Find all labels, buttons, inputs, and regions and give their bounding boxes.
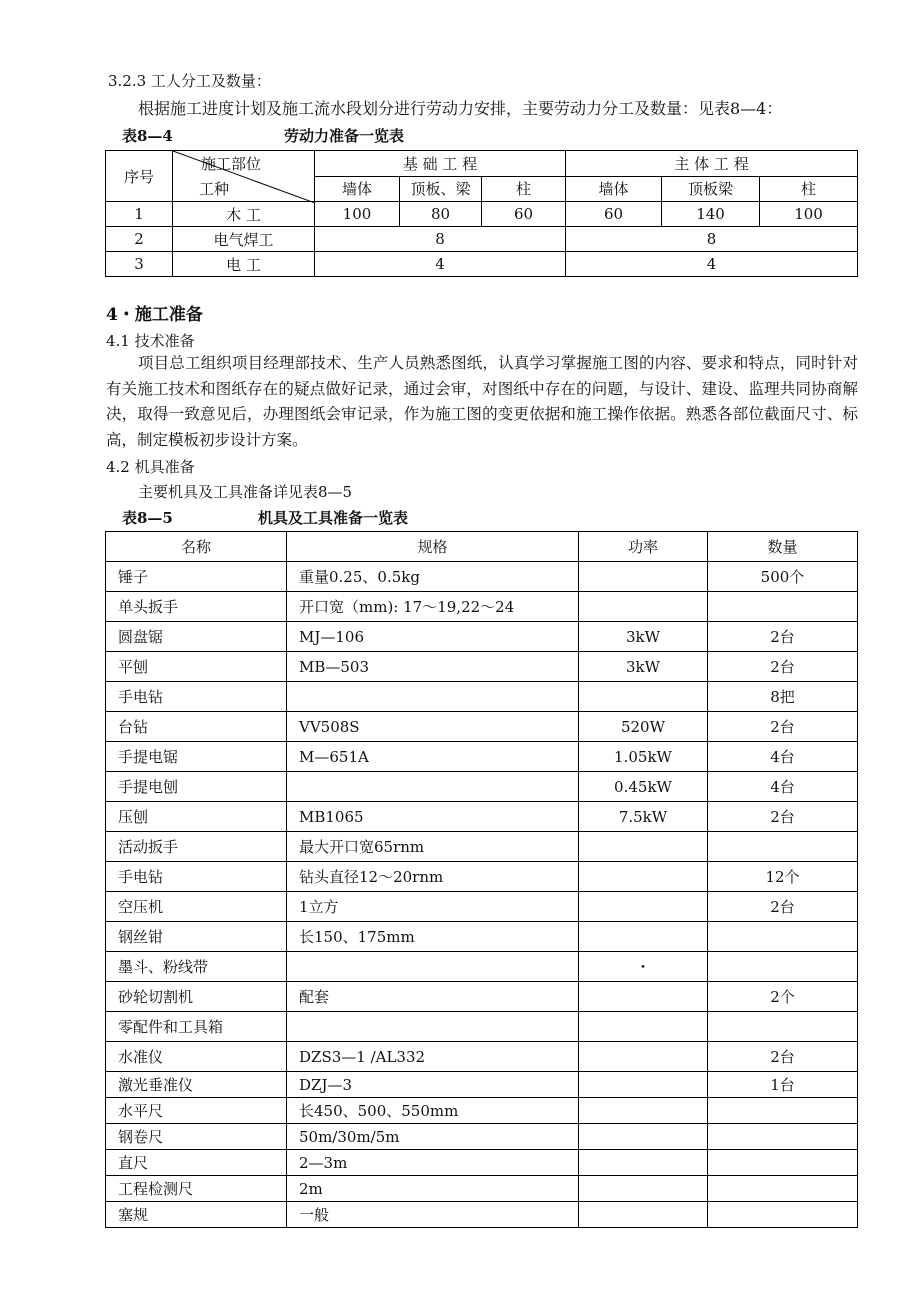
tech-prep-paragraph: 项目总工组织项目经理部技术、生产人员熟悉图纸，认真学习掌握施工图的内容、要求和特点，同时针对有关施工技术和图纸存在的疑点做好记录，通过会审，对图纸中存在的问题，与设计、建设、监理共同协商解决，取得一致意见后，办理图纸会审记录，作为施工图的变更依据和施工操作依据。熟悉各部位截面尺寸、标高，制定模板初步设计方案。: [106, 354, 858, 449]
tool-name: 单头扳手: [106, 592, 287, 622]
tool-qty: 4台: [708, 742, 858, 772]
table-row: [106, 682, 858, 712]
tool-qty: 2台: [708, 712, 858, 742]
tool-power: 520W: [579, 712, 708, 742]
tool-name: 塞规: [106, 1202, 287, 1228]
tool-qty: 1台: [708, 1072, 858, 1098]
table-row: [106, 862, 858, 892]
labor-intro-text: 根据施工进度计划及施工流水段划分进行劳动力安排，主要劳动力分工及数量：见表8—4：: [138, 99, 783, 118]
tool-power: [579, 682, 708, 712]
tool-qty: 2台: [708, 1042, 858, 1072]
table-row: [106, 952, 858, 982]
tool-qty: 2台: [708, 892, 858, 922]
header-qty: 数量: [708, 532, 858, 562]
table-row: [106, 892, 858, 922]
tool-name: 水准仪: [106, 1042, 287, 1072]
table-row: [106, 742, 858, 772]
tool-power: [579, 982, 708, 1012]
tool-qty: [708, 1202, 858, 1228]
tool-power: 7.5kW: [579, 802, 708, 832]
tool-qty: [708, 1124, 858, 1150]
row-no: 1: [106, 202, 173, 227]
table-row: [106, 1072, 858, 1098]
row-no: 3: [106, 252, 173, 277]
tool-name: 手提电刨: [106, 772, 287, 802]
row-value: 100: [760, 202, 858, 227]
tool-qty: [708, 1012, 858, 1042]
tool-name: 空压机: [106, 892, 287, 922]
tool-name: 手提电锯: [106, 742, 287, 772]
tool-power: [579, 1124, 708, 1150]
sub-header: 墙体: [315, 176, 400, 202]
tool-name: 钢丝钳: [106, 922, 287, 952]
tool-power: [579, 892, 708, 922]
tool-qty: [708, 592, 858, 622]
tool-qty: 8把: [708, 682, 858, 712]
tool-name: 手电钻: [106, 862, 287, 892]
row-value: 140: [662, 202, 760, 227]
tool-power: 3kW: [579, 622, 708, 652]
tool-spec: 配套: [287, 982, 579, 1012]
row-value: 100: [315, 202, 400, 227]
tool-spec: 开口宽（mm): 17～19,22～24: [287, 592, 579, 622]
table-row: [106, 772, 858, 802]
tool-qty: [708, 832, 858, 862]
sub-header: 顶板、梁: [400, 176, 482, 202]
tool-qty: [708, 1150, 858, 1176]
tool-qty: 2台: [708, 802, 858, 832]
tool-spec: 重量0.25、0.5kg: [287, 562, 579, 592]
table-8-4-title: 劳动力准备一览表: [284, 127, 405, 145]
tool-name: 墨斗、粉线带: [106, 952, 287, 982]
tool-spec: [287, 772, 579, 802]
tool-spec: VV508S: [287, 712, 579, 742]
tool-spec: [287, 952, 579, 982]
tool-name: 砂轮切割机: [106, 982, 287, 1012]
tool-qty: 2台: [708, 622, 858, 652]
row-value: 60: [566, 202, 662, 227]
tool-spec: 2—3m: [287, 1150, 579, 1176]
tool-name: 手电钻: [106, 682, 287, 712]
tool-spec: 一般: [287, 1202, 579, 1228]
table-row: [106, 562, 858, 592]
tool-power: [579, 832, 708, 862]
tool-power: ・: [579, 952, 708, 982]
row-no: 2: [106, 227, 173, 252]
tool-spec: 长450、500、550mm: [287, 1098, 579, 1124]
tool-spec: 最大开口宽65rnm: [287, 832, 579, 862]
row-foundation-total: 8: [315, 227, 566, 252]
tool-spec: 2m: [287, 1176, 579, 1202]
tool-qty: [708, 1176, 858, 1202]
tool-spec: M—651A: [287, 742, 579, 772]
row-value: 80: [400, 202, 482, 227]
tool-power: [579, 1176, 708, 1202]
tool-name: 钢卷尺: [106, 1124, 287, 1150]
tool-power: 1.05kW: [579, 742, 708, 772]
tool-spec: 50m/30m/5m: [287, 1124, 579, 1150]
row-trade: 电 工: [173, 252, 315, 277]
tool-qty: [708, 952, 858, 982]
tool-spec: MJ—106: [287, 622, 579, 652]
table-8-5-label: 表8—5: [122, 509, 173, 527]
table-row: [106, 227, 858, 252]
table-row: [106, 252, 858, 277]
row-trade: 电气焊工: [173, 227, 315, 252]
header-name: 名称: [106, 532, 287, 562]
group-foundation-header: 基 础 工 程: [315, 151, 566, 177]
table-row: [106, 1150, 858, 1176]
tool-spec: 1立方: [287, 892, 579, 922]
tool-qty: 2个: [708, 982, 858, 1012]
tool-qty: 12个: [708, 862, 858, 892]
tool-name: 压刨: [106, 802, 287, 832]
row-main-total: 8: [566, 227, 858, 252]
tool-power: [579, 1042, 708, 1072]
group-main-header: 主 体 工 程: [566, 151, 858, 177]
tool-name: 激光垂准仪: [106, 1072, 287, 1098]
tool-power: [579, 922, 708, 952]
tool-power: [579, 1098, 708, 1124]
sub-header: 柱: [760, 176, 858, 202]
tool-name: 台钻: [106, 712, 287, 742]
tools-table: [105, 531, 858, 1228]
tool-spec: MB—503: [287, 652, 579, 682]
tool-name: 锤子: [106, 562, 287, 592]
table-row: [106, 982, 858, 1012]
section-heading-3-2-3: 3.2.3 工人分工及数量：: [108, 72, 271, 90]
tool-qty: 2台: [708, 652, 858, 682]
tool-power: [579, 562, 708, 592]
row-main-total: 4: [566, 252, 858, 277]
sub-header: 柱: [482, 176, 566, 202]
table-8-4-label: 表8—4: [122, 127, 173, 145]
subheading-4-1: 4.1 技术准备: [106, 332, 195, 350]
tool-power: [579, 1150, 708, 1176]
tool-spec: DZJ—3: [287, 1072, 579, 1098]
tool-name: 活动扳手: [106, 832, 287, 862]
tool-qty: [708, 922, 858, 952]
table-row: [106, 622, 858, 652]
tool-spec: [287, 682, 579, 712]
subheading-4-2: 4.2 机具准备: [106, 458, 195, 476]
table-row: [106, 1176, 858, 1202]
tool-spec: [287, 1012, 579, 1042]
table-row: [106, 712, 858, 742]
tool-power: [579, 592, 708, 622]
tool-name: 直尺: [106, 1150, 287, 1176]
tool-power: [579, 862, 708, 892]
diag-top-label: 施工部位: [201, 155, 262, 173]
header-spec: 规格: [287, 532, 579, 562]
tool-name: 水平尺: [106, 1098, 287, 1124]
tool-qty: [708, 1098, 858, 1124]
table-row: [106, 1012, 858, 1042]
tools-intro-text: 主要机具及工具准备详见表8—5: [138, 483, 353, 501]
tools-table-body: [106, 562, 858, 1228]
row-trade: 木 工: [173, 202, 315, 227]
tool-qty: 500个: [708, 562, 858, 592]
table-row: [106, 832, 858, 862]
header-power: 功率: [579, 532, 708, 562]
row-foundation-total: 4: [315, 252, 566, 277]
table-8-5-title: 机具及工具准备一览表: [258, 509, 409, 527]
diagonal-header-cell: [173, 151, 315, 202]
row-value: 60: [482, 202, 566, 227]
tool-spec: 钻头直径12～20rnm: [287, 862, 579, 892]
table-row: [106, 1098, 858, 1124]
labor-table: [105, 150, 858, 277]
diag-bottom-label: 工种: [199, 180, 230, 198]
table-row: [106, 592, 858, 622]
section-heading-4: 4・施工准备: [106, 305, 203, 325]
tool-name: 圆盘锯: [106, 622, 287, 652]
sub-header: 顶板梁: [662, 176, 760, 202]
tool-name: 零配件和工具箱: [106, 1012, 287, 1042]
table-row: [106, 802, 858, 832]
table-row: [106, 1124, 858, 1150]
tool-power: [579, 1202, 708, 1228]
tool-power: [579, 1072, 708, 1098]
tool-name: 平刨: [106, 652, 287, 682]
tool-name: 工程检测尺: [106, 1176, 287, 1202]
table-row: [106, 652, 858, 682]
col-no-header: 序号: [106, 151, 173, 202]
table-row: [106, 1042, 858, 1072]
tool-spec: 长150、175mm: [287, 922, 579, 952]
table-row: [106, 922, 858, 952]
tool-power: [579, 1012, 708, 1042]
table-row: [106, 1202, 858, 1228]
tool-power: 3kW: [579, 652, 708, 682]
sub-header: 墙体: [566, 176, 662, 202]
tool-spec: MB1065: [287, 802, 579, 832]
tool-power: 0.45kW: [579, 772, 708, 802]
tool-qty: 4台: [708, 772, 858, 802]
tool-spec: DZS3—1 /AL332: [287, 1042, 579, 1072]
table-row: [106, 202, 858, 227]
